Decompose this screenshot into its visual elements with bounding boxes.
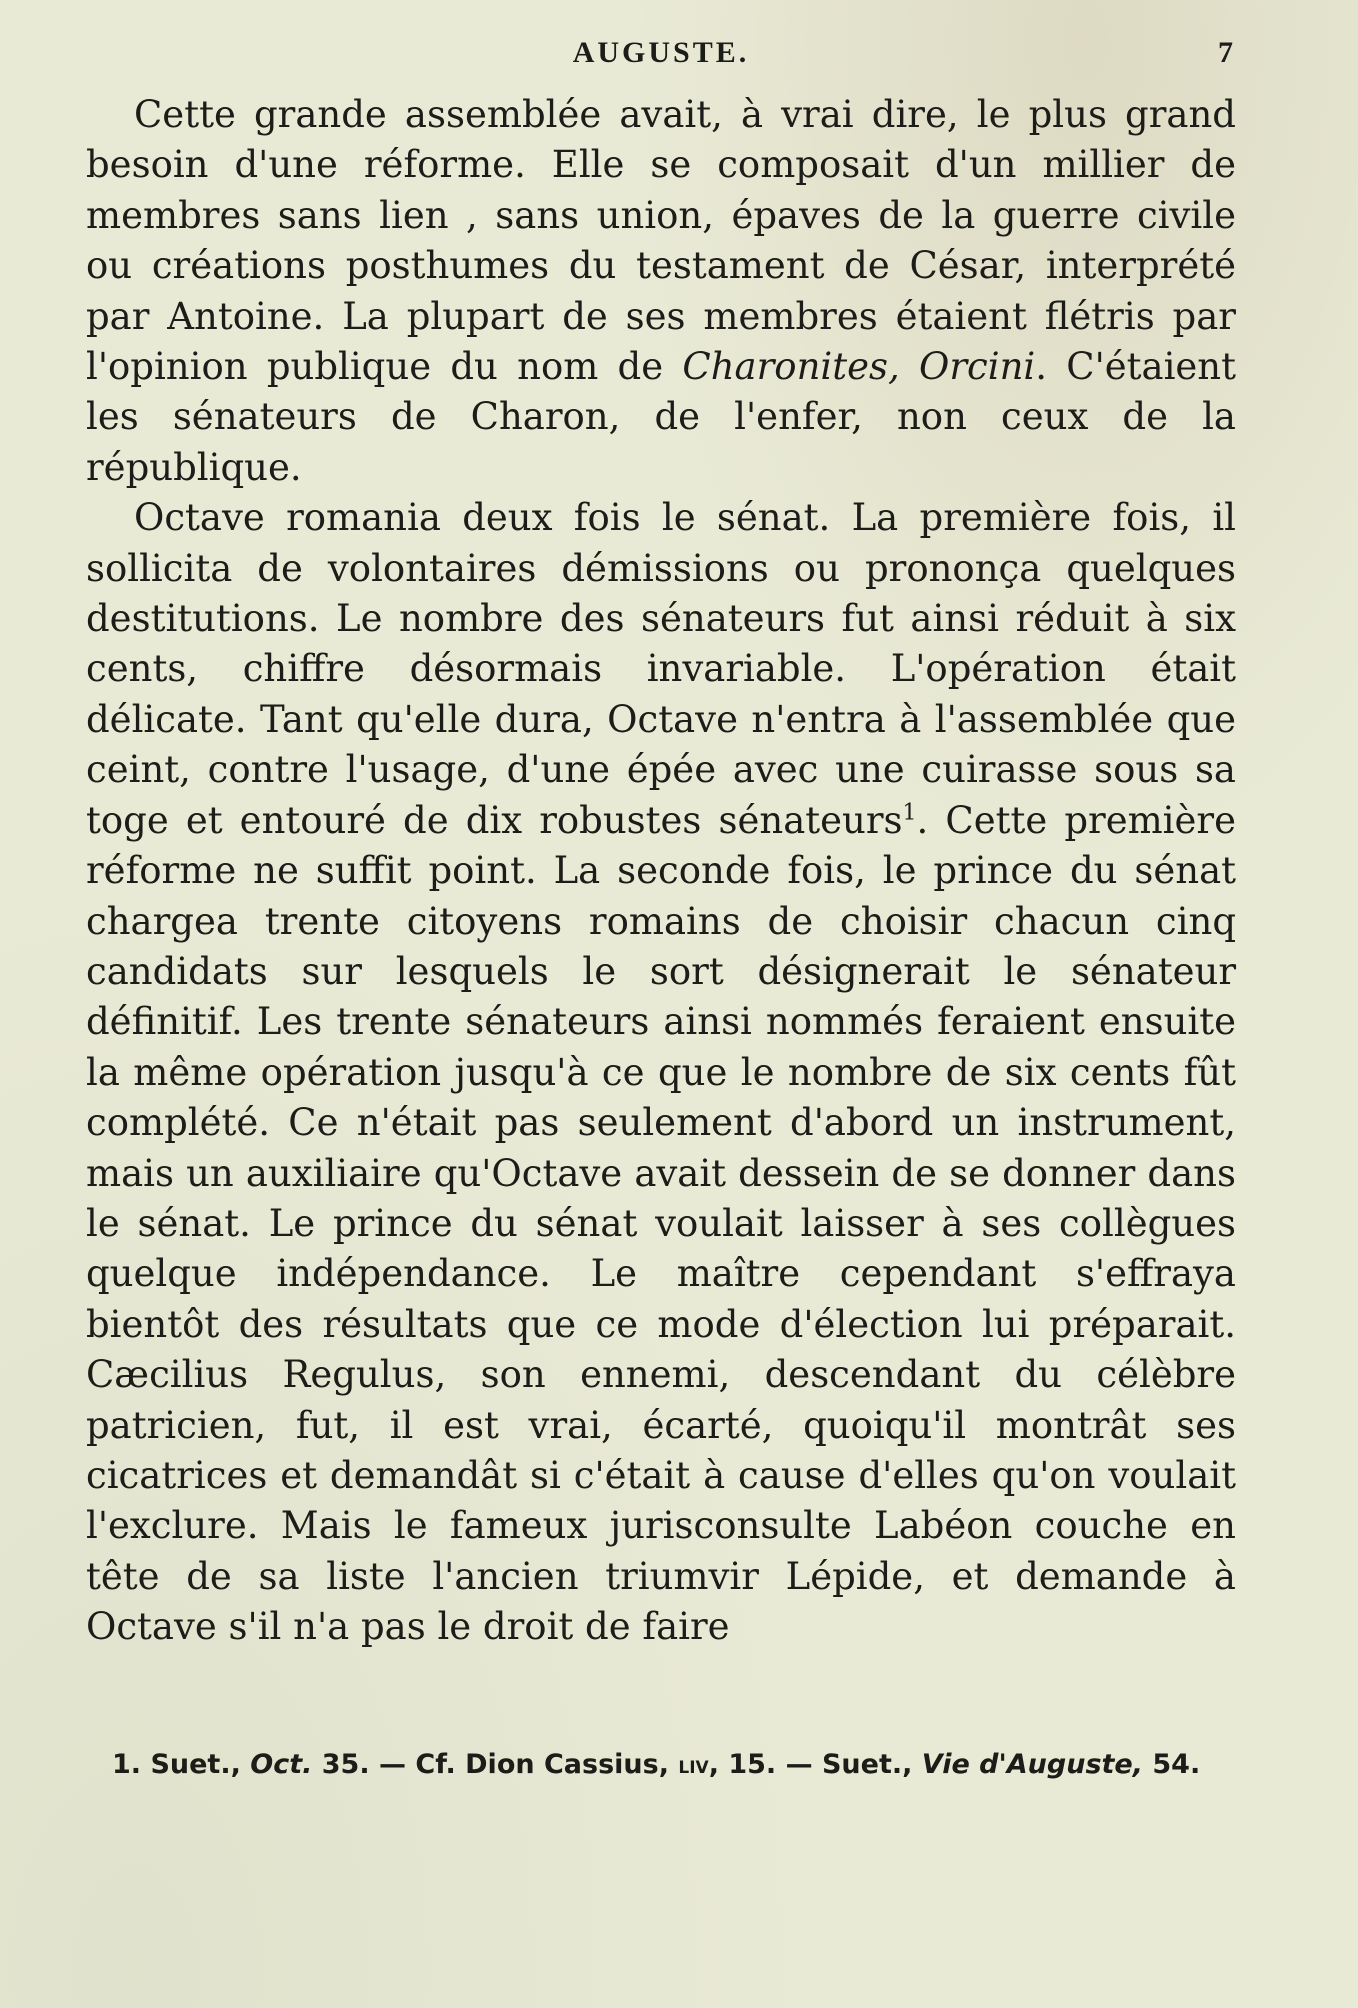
paragraph-2-text: Octave romania deux fois le sénat. La première fois, il sollicita de volontaires démissions ou prononça quelques destitutions. Le nombre des sénateurs fut ainsi réduit à six cents, chiffre désormais invariable. L'opération était délicate. Tant qu'elle dura, Octave n'entra à l'assemblée que ceint, contre l'usage, d'une épée avec une cuirasse sous sa toge et entouré de dix robustes sénateurs bbox=[86, 496, 1236, 842]
footnote-part-1: Suet., bbox=[141, 1749, 251, 1780]
page-number: 7 bbox=[1218, 36, 1236, 69]
paragraph-2 bbox=[86, 493, 1236, 1652]
book-page bbox=[86, 36, 1236, 1996]
running-title: AUGUSTE. bbox=[572, 36, 750, 69]
footnote-reference: 1 bbox=[902, 800, 917, 826]
paragraph-1-text: Cette grande assemblée avait, à vrai dire, le plus grand besoin d'une réforme. Elle se composait d'un millier de membres sans lien , sans union, épaves de la guerre civile ou créations posthumes du testament de César, interprété par Antoine. La plupart de ses membres étaient flétris par l'opinion publique du nom de bbox=[86, 93, 1236, 389]
footnote-italic-2: Vie d'Auguste, bbox=[921, 1749, 1143, 1780]
footnote-number: 1. bbox=[112, 1749, 142, 1780]
footnote-part-2: 35. — Cf. Dion Cassius, bbox=[312, 1749, 679, 1780]
footnote-italic-1: Oct. bbox=[250, 1749, 313, 1780]
footnote-smallcaps: liv bbox=[678, 1751, 709, 1779]
paragraph-1-text-after: . C'étaient les sénateurs de Charon, de l'enfer, non ceux de la république. bbox=[86, 345, 1236, 489]
footnote bbox=[86, 1745, 1236, 1785]
running-head bbox=[86, 36, 1236, 86]
body-text bbox=[86, 90, 1236, 1653]
footnote-part-4: 54. bbox=[1143, 1749, 1201, 1780]
paragraph-2-text-after: . Cette première réforme ne suffit point. La seconde fois, le prince du sénat chargea trente citoyens romains de choisir chacun cinq candidats sur lesquels le sort désignerait le sénateur définitif. Les trente sénateurs ainsi nommés feraient ensuite la même opération jusqu'à ce que le nombre de six cents fût complété. Ce n'était pas seulement d'abord un instrument, mais un auxiliaire qu'Octave avait dessein de se donner dans le sénat. Le prince du sénat voulait laisser à ses collègues quelque indépendance. Le maître cependant s'effraya bientôt des résultats que ce mode d'élection lui préparait. Cæcilius Regulus, son ennemi, descendant du célèbre patricien, fut, il est vrai, écarté, quoiqu'il montrât ses cicatrices et demandât si c'était à cause d'elles qu'on voulait l'exclure. Mais le fameux jurisconsulte Labéon couche en tête de sa liste l'ancien triumvir Lépide, et demande à Octave s'il n'a pas le droit de faire bbox=[86, 798, 1236, 1649]
paragraph-1 bbox=[86, 90, 1236, 493]
italic-term: Charonites, Orcini bbox=[682, 345, 1036, 389]
footnote-part-3: , 15. — Suet., bbox=[708, 1749, 922, 1780]
